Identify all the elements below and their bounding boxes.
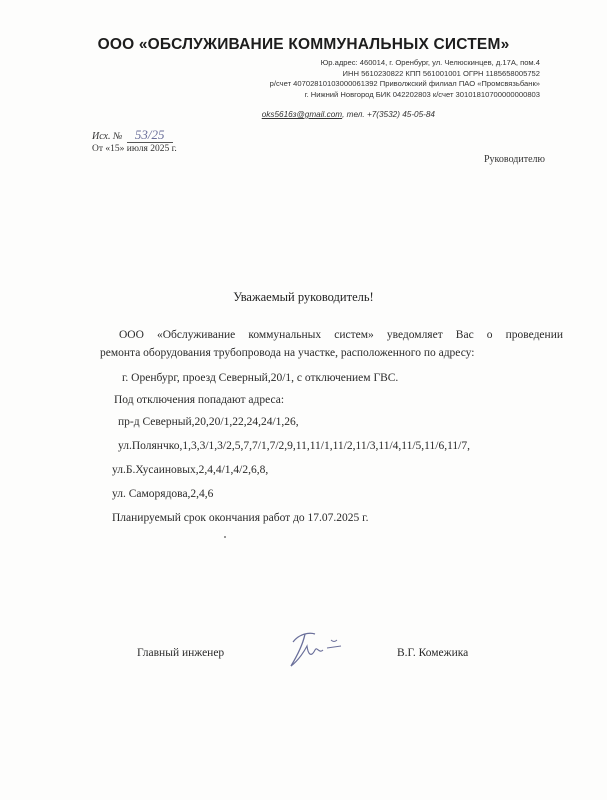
affected-address-item: ул. Саморядова,2,4,6 xyxy=(112,488,214,500)
org-name: ООО «ОБСЛУЖИВАНИЕ КОММУНАЛЬНЫХ СИСТЕМ» xyxy=(97,36,510,53)
affected-address-item: пр-д Северный,20,20/1,22,24,24/1,26, xyxy=(118,416,299,428)
requisites-line-account: р/счет 40702810103000061392 Приволжский филиал ПАО «Промсвязьбанк» xyxy=(269,79,540,88)
outgoing-number-handwritten: 53/25 xyxy=(127,127,173,143)
affected-addresses-intro: Под отключения попадают адреса: xyxy=(114,394,285,406)
outgoing-number xyxy=(92,127,173,143)
email-link[interactable]: oks5616з@gmail.com xyxy=(261,110,343,119)
scan-speck xyxy=(224,536,226,538)
outgoing-prefix: Исх. № xyxy=(92,131,123,142)
planned-completion: Планируемый срок окончания работ до 17.07.2025 г. xyxy=(112,512,369,524)
letter-date: От «15» июля 2025 г. xyxy=(92,144,177,154)
handwritten-signature xyxy=(275,620,355,675)
contact-line: oks5616з@gmail.com, тел. +7(3532) 45-05-84 xyxy=(261,110,435,119)
main-address: г. Оренбург, проезд Северный,20/1, с отключением ГВС. xyxy=(122,372,399,384)
body-paragraph-line-1: ООО «Обслуживание коммунальных систем» уведомляет Вас о проведении xyxy=(119,329,563,341)
affected-address-item: ул.Полянчко,1,3,3/1,3/2,5,7,7/1,7/2,9,11,11/1,11/2,11/3,11/4,11/5,11/6,11/7, xyxy=(118,440,470,452)
phone-text: тел. +7(3532) 45-05-84 xyxy=(346,110,435,119)
affected-address-item: ул.Б.Хусаиновых,2,4,4/1,4/2,6,8, xyxy=(112,464,269,476)
body-paragraph-line-2: ремонта оборудования трубопровода на участке, расположенного по адресу: xyxy=(100,347,475,359)
recipient: Руководителю xyxy=(484,154,545,165)
signatory-role: Главный инженер xyxy=(137,647,225,659)
requisites-line-inn: ИНН 5610230822 КПП 561001001 ОГРН 1185658005752 xyxy=(342,68,540,78)
salutation: Уважаемый руководитель! xyxy=(233,290,374,304)
signatory-name: В.Г. Комежика xyxy=(397,647,469,659)
requisites-line-address: Юр.адрес: 460014, г. Оренбург, ул. Челюскинцев, д.17А, пом.4 xyxy=(320,58,540,67)
requisites-line-bik: г. Нижний Новгород БИК 042202803 к/счет 30101810700000000803 xyxy=(304,89,540,99)
